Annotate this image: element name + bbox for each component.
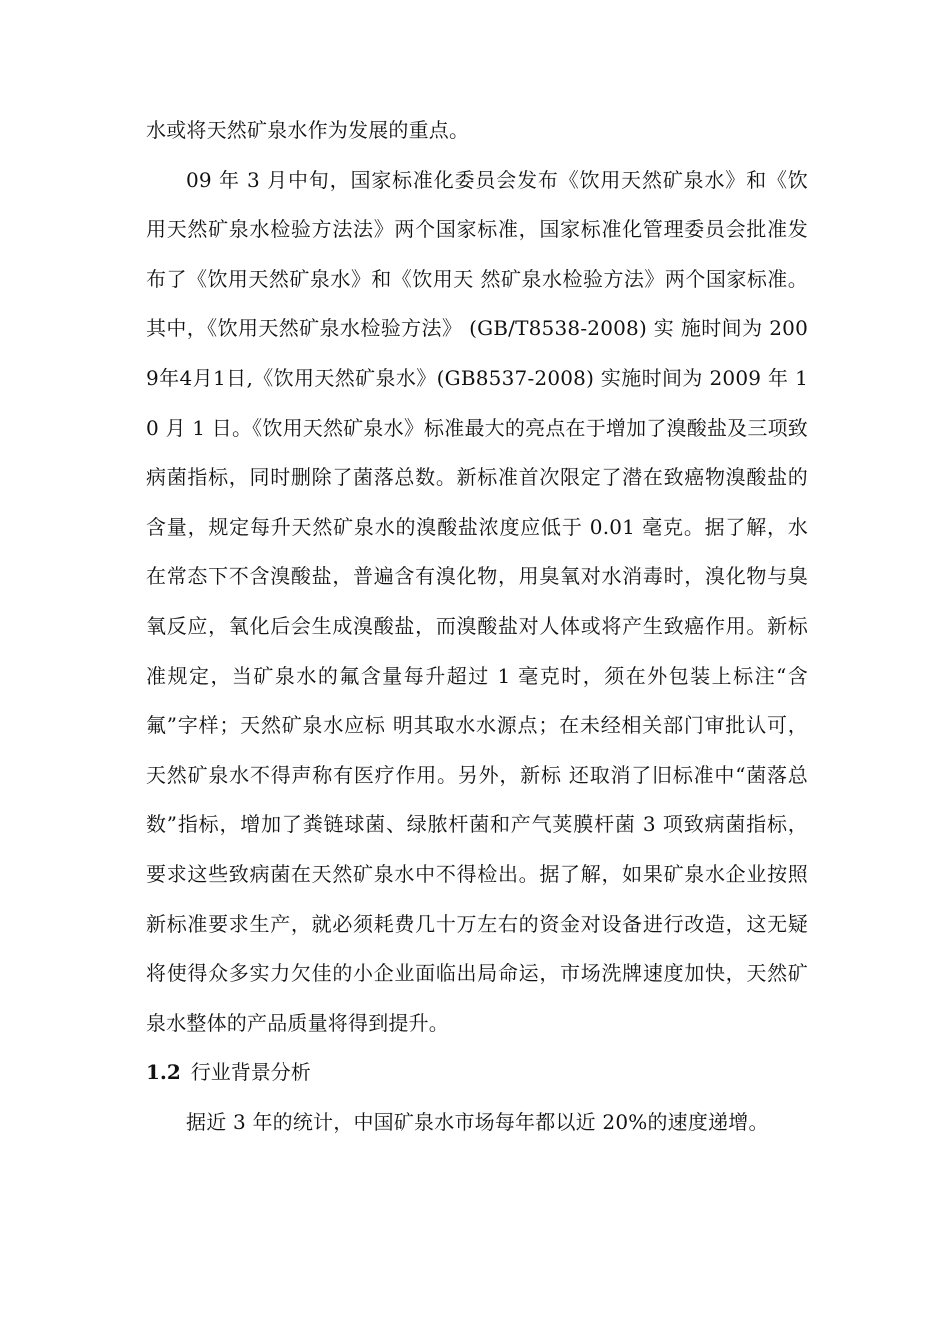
paragraph-mineral-water-standards: 09 年 3 月中旬，国家标准化委员会发布《饮用天然矿泉水》和《饮用天然矿泉水检验方法法》两个国家标准，国家标准化管理委员会批准发布了《饮用天然矿泉水》和《饮用天 然矿泉水检验方法》两个国家标准。其中，《饮用天然矿泉水检验方法》 (GB/T8538-2008) 实 施时间为 2009年4月1日,《饮用天然矿泉水》(GB8537-2008) 实施时间为 2009 年 10 月 1 日。《饮用天然矿泉水》标准最大的亮点在于增加了溴酸盐及三项致病菌指标，同时删除了菌落总数。新标准首次限定了潜在致癌物溴酸盐的含量，规定每升天然矿泉水的溴酸盐浓度应低于 0.01 毫克。据了解，水在常态下不含溴酸盐，普遍含有溴化物，用臭氧对水消毒时，溴化物与臭氧反应，氧化后会生成溴酸盐，而溴酸盐对人体或将产生致癌作用。新标准规定，当矿泉水的氟含量每升超过 1 毫克时，须在外包装上标注“含氟”字样；天然矿泉水应标 明其取水水源点；在未经相关部门审批认可，天然矿泉水不得声称有医疗作用。另外，新标 还取消了旧标准中“菌落总数”指标，增加了粪链球菌、绿脓杆菌和产气荚膜杆菌 3 项致病菌指标，要求这些致病菌在天然矿泉水中不得检出。据了解，如果矿泉水企业按照新标准要求生产，就必须耗费几十万左右的资金对设备进行改造，这无疑将使得众多实力欠佳的小企业面临出局命运，市场洗牌速度加快，天然矿泉水整体的产品质量将得到提升。 <box>146 167 808 1035</box>
paragraph-continuation: 水或将天然矿泉水作为发展的重点。 <box>146 118 470 142</box>
section-title: 行业背景分析 <box>190 1060 311 1085</box>
document-body <box>146 106 808 1147</box>
section-heading <box>146 1048 808 1098</box>
section-number: 1.2 <box>146 1060 181 1085</box>
paragraph-market-growth: 据近 3 年的统计，中国矿泉水市场每年都以近 20%的速度递增。 <box>186 1109 769 1134</box>
